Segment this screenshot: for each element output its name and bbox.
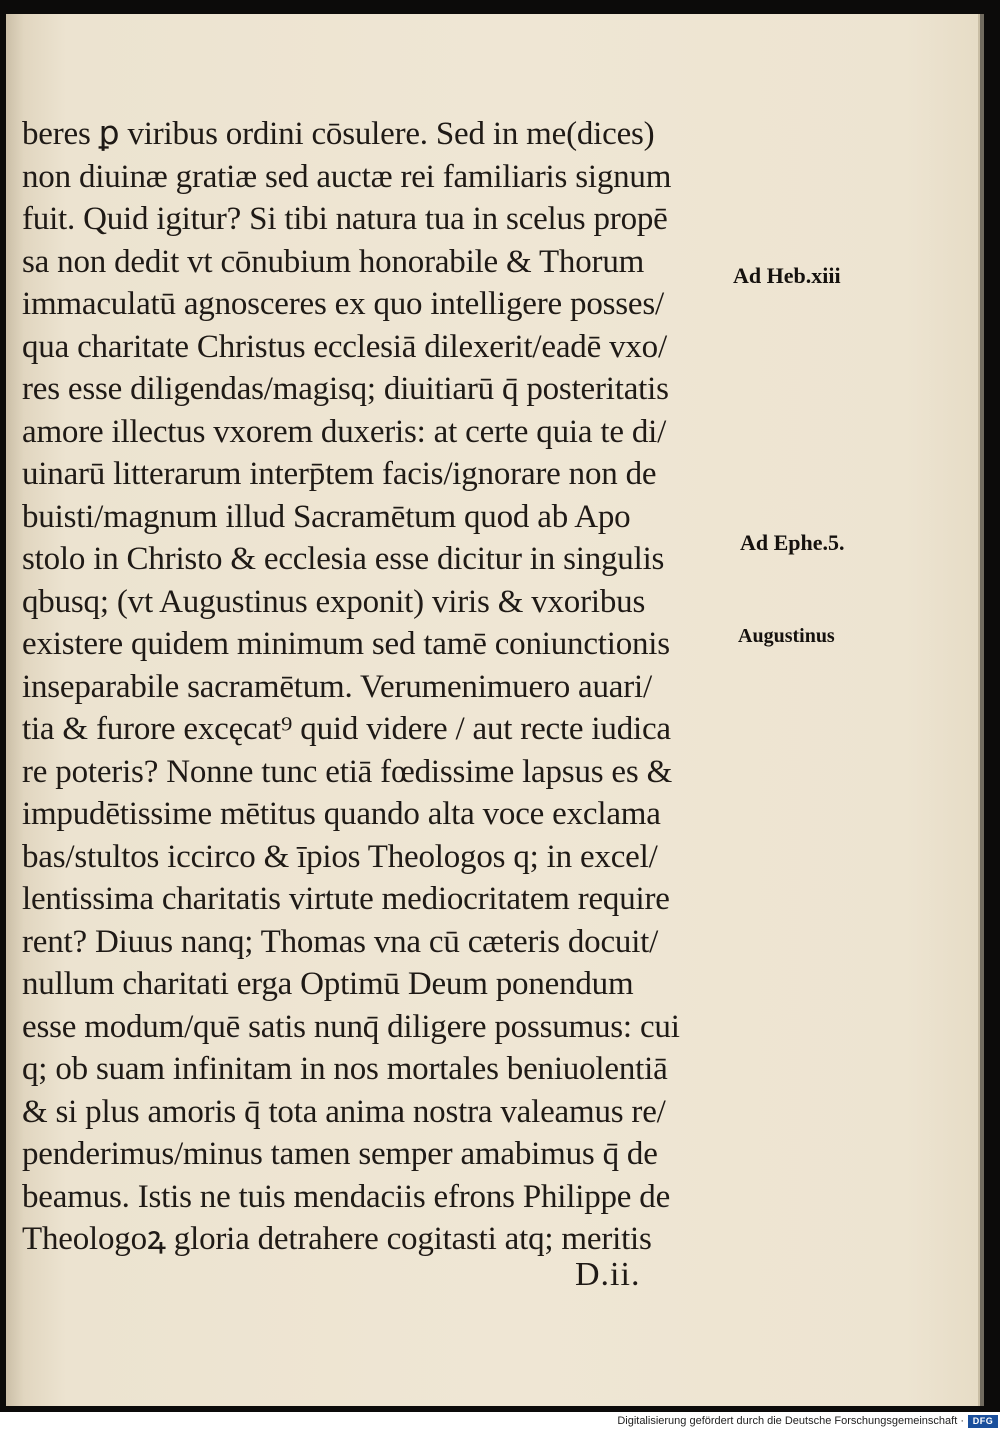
text-line: qbusq; (vt Augustinus exponit) viris & vxoribus [22,583,646,620]
text-line: impudētissime mētitus quando alta voce exclama [22,796,661,832]
page-edge [978,14,984,1406]
text-line: immaculatū agnosceres ex quo intelligere posses/ [22,286,664,322]
text-line: re poteris? Nonne tunc etiā fœdissime lapsus es & [22,753,673,790]
text-line: nullum charitati erga Optimū Deum ponendum [22,966,634,1002]
text-line: beamus. Istis ne tuis mendaciis efrons Philippe de [22,1178,671,1215]
funding-notice: Digitalisierung gefördert durch die Deutsche Forschungsgemeinschaft · [617,1415,964,1427]
dfg-logo-icon: DFG [968,1415,998,1428]
marginal-note-ephesians: Ad Ephe.5. [740,530,845,555]
text-line: bas/stultos iccirco & īpios Theologos q; in excel/ [22,838,658,875]
text-line: esse modum/quē satis nunq̄ diligere possumus: cui [22,1008,680,1045]
text-line: stolo in Christo & ecclesia esse dicitur in singulis [22,541,665,577]
text-line: qua charitate Christus ecclesiā dilexerit/eadē vxo/ [22,328,667,365]
text-line: sa non dedit vt cōnubium honorabile & Thorum [22,243,645,280]
text-line: res esse diligendas/magisq; diuitiarū q̄ posteritatis [22,371,669,407]
signature-mark: D.ii. [575,1256,641,1293]
text-line: fuit. Quid igitur? Si tibi natura tua in scelus propē [22,201,668,237]
marginal-note-augustinus: Augustinus [738,625,835,647]
text-line: amore illectus vxorem duxeris: at certe quia te di/ [22,413,667,450]
text-line: lentissima charitatis virtute mediocritatem require [22,881,670,917]
text-line: tia & furore excęcat⁹ quid videre / aut recte iudica [22,711,671,747]
text-line: inseparabile sacramētum. Verumenimuero auari/ [22,668,652,705]
text-line: & si plus amoris q̄ tota anima nostra valeamus re/ [22,1093,666,1130]
body-text [22,113,742,1261]
text-line: buisti/magnum illud Sacramētum quod ab Apo [22,498,631,535]
text-line: uinarū litterarum interp̄tem facis/ignorare non de [22,456,657,492]
footer-bar [0,1412,1000,1432]
text-line: penderimus/minus tamen semper amabimus q̄ de [22,1136,658,1172]
text-line: existere quidem minimum sed tamē coniunctionis [22,626,670,662]
text-line: beres ꝑ viribus ordini cōsulere. Sed in me(dices) [22,116,655,152]
text-line: q; ob suam infinitam in nos mortales beniuolentiā [22,1051,668,1087]
text-line: Theologoꝝ gloria detrahere cogitasti atq; meritis [22,1221,652,1257]
text-line: rent? Diuus nanq; Thomas vna cū cæteris docuit/ [22,923,659,960]
marginal-note-hebrews: Ad Heb.xiii [733,263,841,288]
text-line: non diuinæ gratiæ sed auctæ rei familiaris signum [22,158,672,195]
